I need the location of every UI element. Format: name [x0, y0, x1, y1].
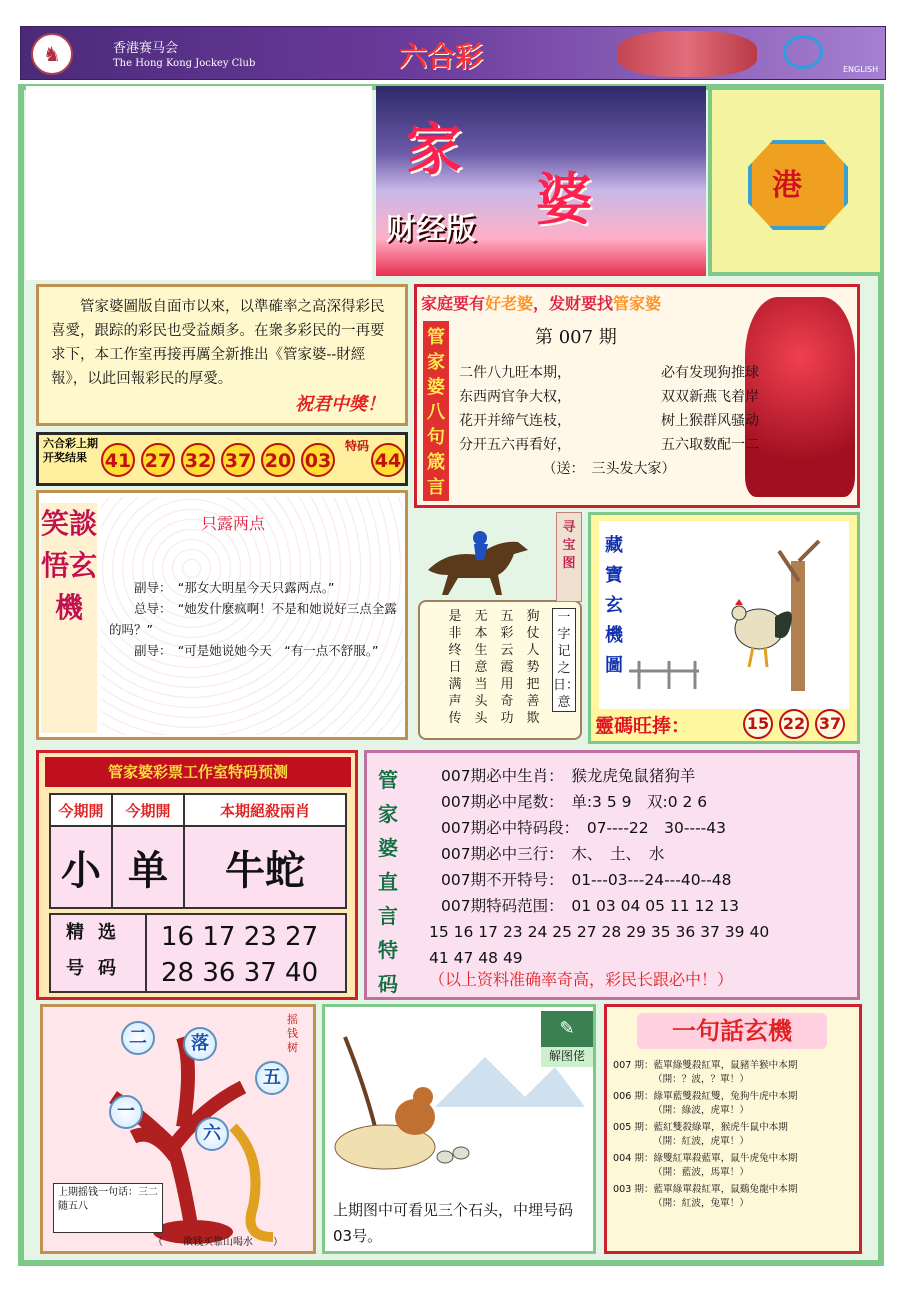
result-ball: 32: [181, 443, 215, 477]
jockey-club-logo[interactable]: ♞: [31, 33, 73, 75]
intro-text: 管家婆圖版自面市以來，以準確率之高深得彩民喜愛，跟踪的彩民也受益頗多。在衆多彩民的一再要求下，本工作室再接再厲全新推出《管家婆--財經報》，以此回報彩民的厚愛。: [51, 299, 385, 387]
result-ball: 37: [221, 443, 255, 477]
phrase-title: 一句話玄機: [637, 1013, 827, 1049]
picture-riddle-box: [322, 1004, 596, 1254]
direct-row: 007期特码范围： 01 03 04 05 11 12 13: [441, 897, 739, 915]
poem-scroll: [418, 600, 582, 740]
special-banner: 管家婆彩票工作室特码预测: [45, 757, 351, 787]
phrase-list: [613, 1059, 859, 1214]
tree-fruit: 落: [183, 1027, 217, 1061]
tree-tag: 摇钱树: [287, 1013, 298, 1054]
tree-fruit: 一: [109, 1095, 143, 1129]
riddle-tag: ✎ 解图佬: [541, 1011, 593, 1067]
scroll-column: 狗仗人势把善欺: [526, 609, 540, 726]
result-ball: 03: [301, 443, 335, 477]
scroll-column: 五彩云霞用奇功: [500, 609, 514, 726]
treasure-card: [599, 521, 849, 709]
pick-values: 16 17 23 27 28 36 37 40: [161, 922, 319, 988]
direct-side-label: 管家婆直言特码: [378, 768, 398, 996]
direct-row: 007期必中尾数： 单:3 5 9 双:0 2 6: [441, 793, 708, 811]
special-value: 牛蛇: [184, 826, 346, 908]
tree-fruit: 二: [121, 1021, 155, 1055]
phrase-item: 006 期：綠單藍雙殺紅雙，兔狗牛虎中本期 （開：綠波，虎單！）: [613, 1091, 798, 1116]
horse-banner-image: [617, 31, 757, 77]
special-header: 今期開: [112, 794, 184, 826]
period-side-label: 管家婆八句箴言: [423, 321, 449, 501]
direct-rows: [429, 763, 853, 971]
pick-label: 精选号码: [51, 915, 147, 991]
special-value: 单: [112, 826, 184, 908]
special-label: 特码: [345, 439, 370, 453]
pick-numbers: [49, 913, 347, 993]
scroll-column: 无本生意当头头: [474, 609, 488, 726]
english-link[interactable]: ENGLISH: [843, 65, 879, 74]
direct-tips-box: [364, 750, 860, 1000]
period-poem: [459, 361, 759, 481]
tree-fruit: 五: [255, 1061, 289, 1095]
treasure-side-label: 藏寶玄機圖: [605, 535, 623, 676]
tree-caption: （ 欲钱买靠山喝水 ）: [153, 1237, 283, 1248]
poem-line: 二件八九旺本期， 必有发现狗推球: [459, 365, 759, 381]
joke-body: 副导： “那女大明星今天只露两点。” 总导： “她发什麼疯啊！不是和她说好三点全露的吗？” 副导： “可是她说她今天 “有一点不舒服。”: [109, 580, 397, 658]
period-box: [414, 284, 860, 508]
phrase-item: 004 期：綠雙紅單殺藍單，鼠牛虎兔中本期 （開：藍波，馬單！）: [613, 1153, 798, 1178]
hero-banner: [376, 86, 706, 276]
poem-line: 花开并缔气连枝， 树上猴群风骚动: [459, 413, 759, 429]
direct-row: 007期必中特码段： 07----22 30----43: [441, 819, 726, 837]
header-bar: [20, 26, 886, 80]
poem-line: 分开五六再看好， 五六取数配一二: [459, 437, 759, 453]
riddle-caption: 上期图中可看见三个石头，中埋号码03号。: [333, 1201, 574, 1245]
lucky-ball: 37: [815, 709, 845, 739]
lucky-ball: 22: [779, 709, 809, 739]
tree-label: 上期摇钱一句话：三二随五八: [53, 1183, 163, 1233]
hero-subtitle: 财经版: [386, 212, 476, 247]
lucky-ball: 15: [743, 709, 773, 739]
treasure-badge: 寻宝图: [556, 512, 582, 602]
result-ball: 20: [261, 443, 295, 477]
phrase-item: 003 期：藍單綠單殺紅單，鼠鷄兔龍中本期 （開：紅波，兔單！）: [613, 1184, 798, 1209]
special-table: [49, 793, 347, 909]
english-icon[interactable]: [783, 35, 823, 69]
lantern-panel: [708, 86, 884, 276]
direct-row: 15 16 17 23 24 25 27 28 29 35 36 37 39 40: [429, 923, 770, 941]
joke-box: [36, 490, 408, 740]
direct-row: 007期必中三行： 木、 土、 水: [441, 845, 665, 863]
result-ball: 41: [101, 443, 135, 477]
org-name-cn: 香港赛马会: [113, 41, 179, 56]
results-label: 六合彩上期开奖结果: [43, 437, 98, 464]
hero-title-b: 婆: [536, 167, 592, 233]
lantern-char: 港: [772, 168, 802, 203]
result-ball: 27: [141, 443, 175, 477]
hero-title-a: 家: [406, 117, 462, 183]
page-title: 六合彩: [399, 40, 484, 73]
tree-fruit: 六: [195, 1117, 229, 1151]
last-results: [36, 432, 408, 486]
phrase-item: 005 期：藍紅雙殺綠單，猴虎牛鼠中本期 （開：紅波，虎單！）: [613, 1122, 788, 1147]
period-number: 第 007 期: [535, 327, 617, 348]
direct-row: 007期不开特号： 01---03---24---40--48: [441, 871, 732, 889]
period-banner: 家庭要有好老婆，发财要找管家婆: [421, 294, 662, 313]
scroll-column: 是非终日满声传: [448, 609, 462, 726]
direct-note: （以上资料准确率奇高，彩民长跟必中！）: [429, 970, 734, 989]
special-header: 本期絕殺兩肖: [184, 794, 346, 826]
money-tree-box: [40, 1004, 316, 1254]
lucky-label: 靈碼旺捧：: [595, 715, 691, 737]
intro-box: [36, 284, 408, 426]
poem-line: 东西两官争大权， 双双新燕飞着岸: [459, 389, 759, 405]
direct-row: 007期必中生肖： 猴龙虎兔鼠猪狗羊: [441, 767, 696, 785]
joke-title: 只露两点: [201, 514, 266, 533]
phrase-item: 007 期：藍單綠雙殺紅單，鼠豬羊猴中本期 （開：？波，？單！）: [613, 1060, 798, 1085]
special-prediction-box: [36, 750, 358, 1000]
poem-send: （送： 三头发大家）: [542, 461, 676, 477]
special-value: 小: [50, 826, 112, 908]
scroll-head: 一字记之日：意: [553, 610, 580, 710]
joke-side-label: 笑談悟玄機: [41, 503, 97, 733]
direct-row: 41 47 48 49: [429, 949, 523, 967]
org-name-en: The Hong Kong Jockey Club: [113, 58, 256, 69]
red-cloth-image: [745, 297, 855, 497]
blank-panel: [26, 86, 372, 280]
treasure-map-box: [588, 512, 860, 744]
joke-content: [101, 497, 403, 735]
horse-rider-icon: [418, 520, 544, 600]
special-ball: 44: [371, 443, 405, 477]
intro-tail: 祝君中獎！: [295, 394, 385, 415]
rooster-icon: [599, 521, 849, 709]
special-header: 今期開: [50, 794, 112, 826]
phrase-box: [604, 1004, 862, 1254]
